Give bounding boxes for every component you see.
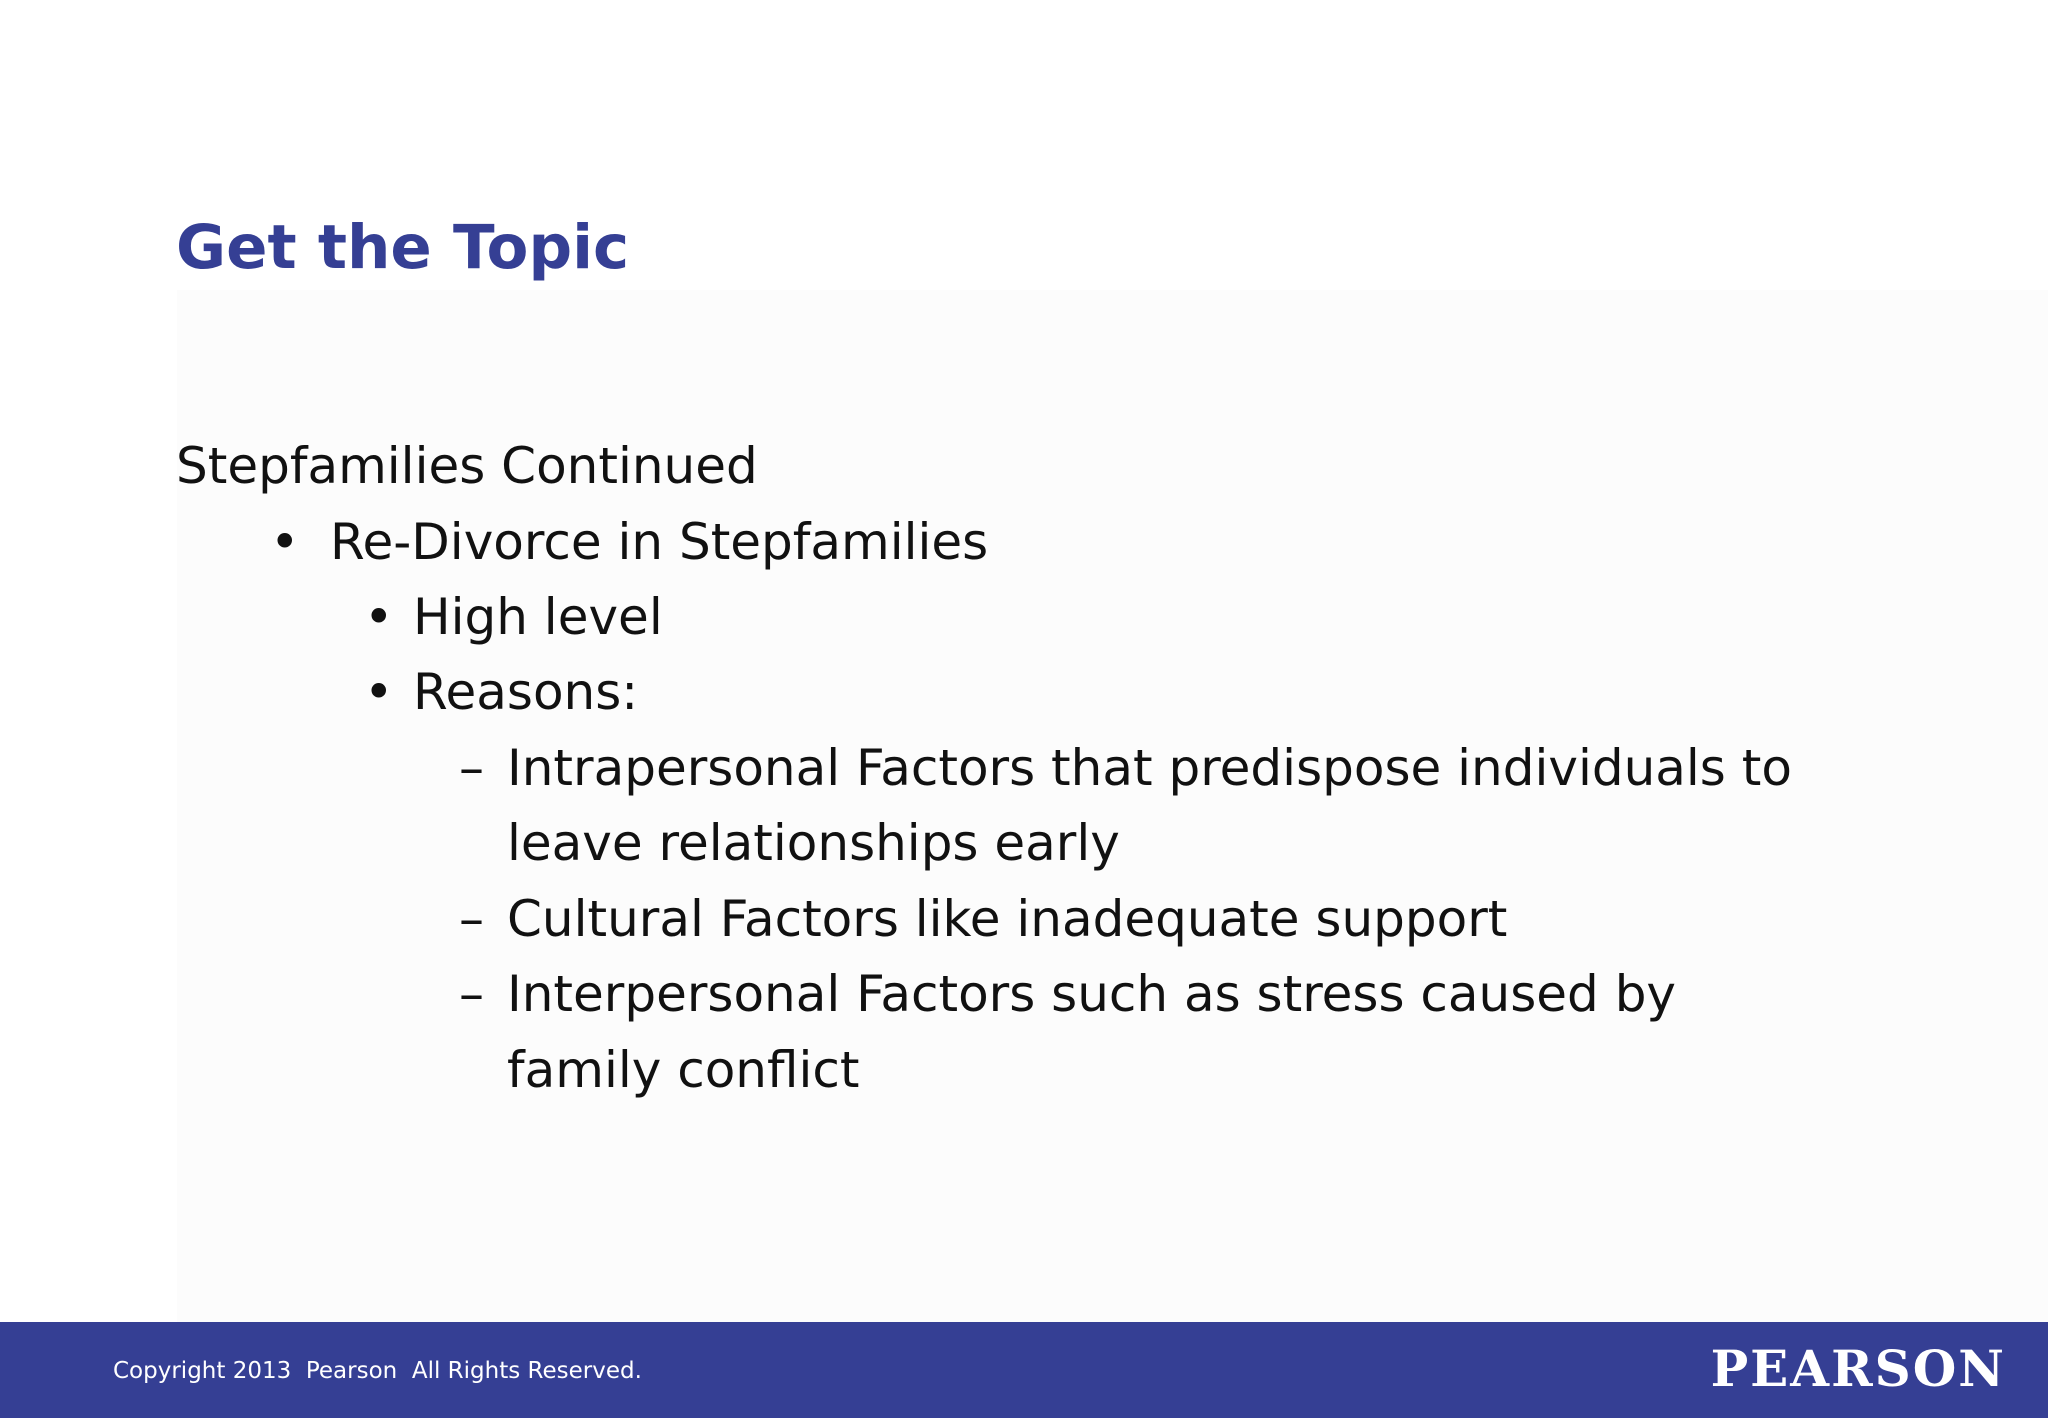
level3-item-interpersonal: Interpersonal Factors such as stress caused by [507,965,1677,1023]
level3-item-cultural: Cultural Factors like inadequate support [507,890,1508,948]
copyright-text: Copyright 2013 Pearson All Rights Reserved. [113,1358,642,1384]
level3-item-intrapersonal-cont: leave relationships early [507,814,1120,872]
slide-title: Get the Topic [176,212,630,283]
dash-marker: – [459,739,484,797]
dash-marker: – [459,965,484,1023]
section-heading: Stepfamilies Continued [176,437,758,495]
bullet-marker: • [364,663,394,721]
footer-bar [0,1322,2048,1418]
pearson-logo: PEARSON [1710,1339,2006,1398]
level3-item-interpersonal-cont: family conflict [507,1041,860,1099]
bullet-marker: • [270,513,300,571]
level2-item-reasons: Reasons: [413,663,639,721]
dash-marker: – [459,890,484,948]
level1-item: Re-Divorce in Stepfamilies [330,513,989,571]
level3-item-intrapersonal: Intrapersonal Factors that predispose individuals to [507,739,1792,797]
level2-item-high-level: High level [413,588,663,646]
bullet-marker: • [364,588,394,646]
